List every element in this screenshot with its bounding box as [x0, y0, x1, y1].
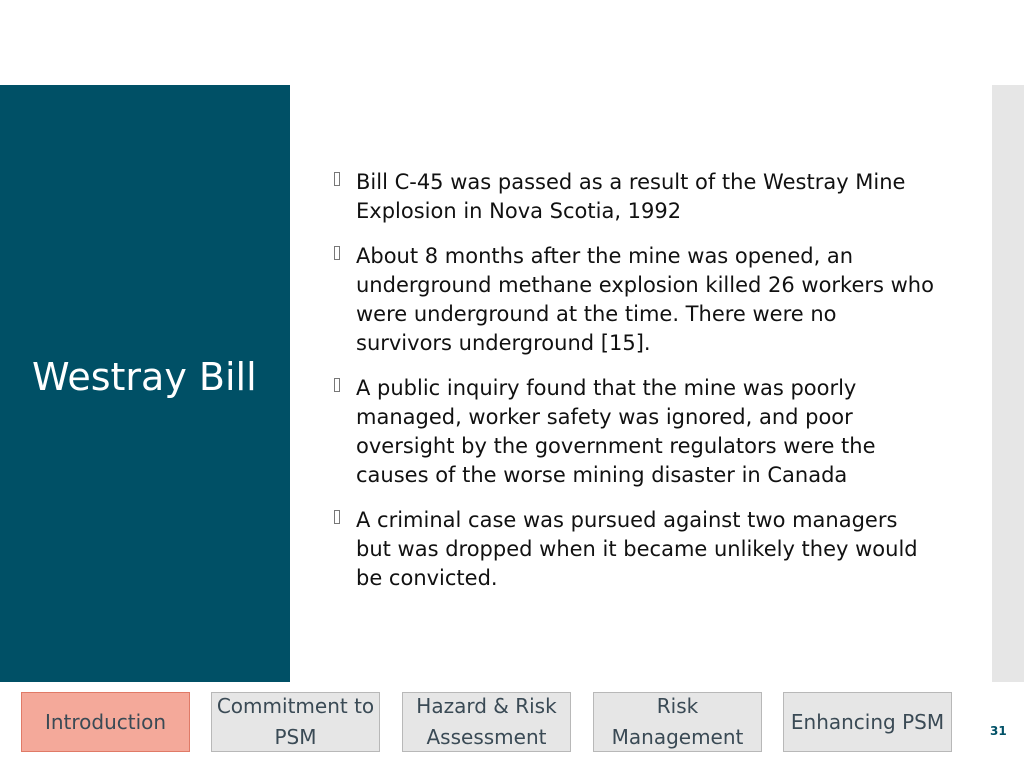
nav-tab-label: Commitment to PSM: [216, 694, 375, 749]
bullet-item: [334, 168, 934, 226]
bullet-list: [334, 168, 934, 609]
nav-tab-label: Introduction: [44, 709, 167, 734]
nav-tab-label: Enhancing PSM: [790, 709, 945, 734]
slide-title: Westray Bill: [32, 355, 257, 399]
bullet-text: About 8 months after the mine was opened, an underground methane explosion killed 26 workers who were underground at the time. There were no survivors underground [15].: [356, 244, 934, 355]
nav-tab-introduction[interactable]: [21, 692, 190, 752]
nav-tab-enhancing-psm[interactable]: [783, 692, 952, 752]
bullet-text: A criminal case was pursued against two managers but was dropped when it became unlikely they would be convicted.: [356, 508, 918, 590]
right-decorative-strip: [992, 85, 1024, 682]
nav-tab-label: Risk Management: [611, 694, 744, 749]
nav-tab-label: Hazard & Risk Assessment: [416, 694, 557, 749]
bullet-marker-icon: [334, 172, 340, 186]
nav-tab-risk-management[interactable]: [593, 692, 762, 752]
bullet-text: Bill C-45 was passed as a result of the Westray Mine Explosion in Nova Scotia, 1992: [356, 170, 906, 223]
bullet-marker-icon: [334, 246, 340, 260]
bullet-marker-icon: [334, 378, 340, 392]
section-nav: [0, 692, 1024, 754]
nav-tab-hazard-risk[interactable]: [402, 692, 571, 752]
bullet-item: [334, 242, 934, 358]
bullet-item: [334, 374, 934, 490]
bullet-text: A public inquiry found that the mine was poorly managed, worker safety was ignored, and poor oversight by the government regulators were the causes of the worse mining disaster in Canada: [356, 376, 876, 487]
bullet-marker-icon: [334, 510, 340, 524]
bullet-item: [334, 506, 934, 593]
nav-tab-commitment[interactable]: [211, 692, 380, 752]
page-number: 31: [990, 724, 1007, 738]
